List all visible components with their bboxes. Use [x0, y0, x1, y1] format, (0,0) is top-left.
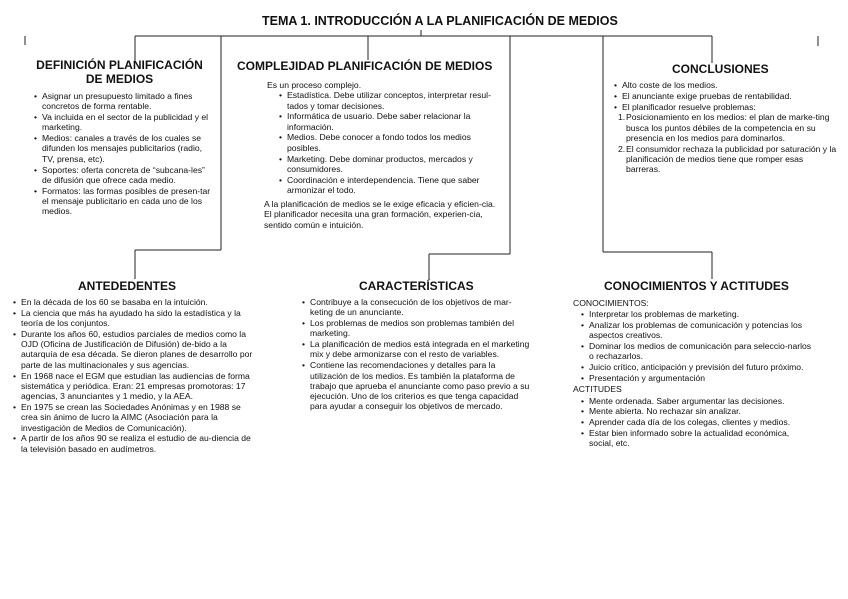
- complejidad-body: [267, 80, 503, 196]
- item-text: Posicionamiento en los medios: el plan de marke-ting busca los puntos débiles de la competencia en su presencia en los medios para dominarlos.: [626, 112, 830, 143]
- actitudes-list: [573, 396, 813, 449]
- complejidad-closing: A la planificación de medios se le exige eficacia y eficien-cia. El planificador necesita una gran formación, experien-cia, sentido común e intuición.: [264, 199, 496, 230]
- conclusiones-heading: CONCLUSIONES: [672, 62, 769, 76]
- list-item: • El planificador resuelve problemas:: [614, 102, 838, 112]
- complejidad-intro: Es un proceso complejo.: [267, 80, 362, 90]
- page-title: TEMA 1. INTRODUCCIÓN A LA PLANIFICACIÓN DE MEDIOS: [262, 14, 618, 28]
- definicion-heading-line2: DE MEDIOS: [85, 72, 154, 86]
- numbered-item: [618, 144, 838, 175]
- item-number: 2.: [618, 143, 626, 154]
- list-item: • Estar bien informado sobre la actualidad económica, social, etc.: [581, 428, 813, 449]
- list-item: • Va incluida en el sector de la publicidad y el marketing.: [34, 112, 214, 133]
- caracteristicas-list: [302, 297, 534, 412]
- list-item: • Marketing. Debe dominar productos, mercados y consumidores.: [279, 154, 503, 175]
- list-item: • Formatos: las formas posibles de presen-tar el mensaje publicitario en cada uno de los medios.: [34, 186, 214, 217]
- antecedentes-heading: ANTEDEDENTES: [78, 279, 177, 293]
- list-item: • Interpretar los problemas de marketing.: [581, 309, 813, 319]
- list-item: • El anunciante exige pruebas de rentabilidad.: [614, 91, 838, 101]
- conocimientos-label: CONOCIMIENTOS:: [573, 298, 649, 308]
- caracteristicas-heading: CARACTERÍSTICAS: [359, 279, 474, 293]
- list-item: • Mente ordenada. Saber argumentar las decisiones.: [581, 396, 813, 406]
- list-item: • Soportes: oferta concreta de “subcana-les” de difusión que ofrece cada medio.: [34, 165, 214, 186]
- antecedentes-body: [13, 297, 255, 454]
- actitudes-label: ACTITUDES: [573, 384, 622, 395]
- conclusiones-numbered: [614, 112, 838, 174]
- antecedentes-list: [13, 297, 255, 454]
- list-item: • Dominar los medios de comunicación para seleccio-narlos o rechazarlos.: [581, 341, 813, 362]
- caracteristicas-body: [302, 297, 534, 412]
- list-item: • Los problemas de medios son problemas también del marketing.: [302, 318, 534, 339]
- list-item: • Presentación y argumentación: [581, 373, 813, 383]
- list-item: • En 1968 nace el EGM que estudian las audiencias de forma sistemática y periódica. Eran: 21 empresas promotoras: 17 agencias, 3 anunciantes y 1 medio, y la AEA.: [13, 371, 255, 402]
- list-item: • Juicio crítico, anticipación y previsión del futuro próximo.: [581, 362, 813, 372]
- definicion-list: [34, 91, 214, 217]
- definicion-heading-line1: DEFINICIÓN PLANIFICACIÓN: [36, 58, 203, 72]
- list-item: • Medios. Debe conocer a fondo todos los medios posibles.: [279, 132, 503, 153]
- list-item: • La ciencia que más ha ayudado ha sido la estadística y la teoría de los conjuntos.: [13, 308, 255, 329]
- item-number: 1.: [618, 112, 626, 123]
- list-item: • Alto coste de los medios.: [614, 80, 838, 90]
- list-item: • Asignar un presupuesto limitado a fines concretos de forma rentable.: [34, 91, 214, 112]
- complejidad-list: [267, 90, 503, 195]
- conclusiones-body: [614, 80, 838, 175]
- list-item: • En 1975 se crean las Sociedades Anónimas y en 1988 se crea sin ánimo de lucro la AIMC (Asociación para la investigación de Medios de Comunicación).: [13, 402, 255, 433]
- complejidad-heading: COMPLEJIDAD PLANIFICACIÓN DE MEDIOS: [237, 59, 493, 73]
- list-item: • Analizar los problemas de comunicación y potencias los aspectos creativos.: [581, 320, 813, 341]
- list-item: • Informática de usuario. Debe saber relacionar la información.: [279, 111, 503, 132]
- definicion-list-wrap: [34, 91, 214, 217]
- conocimientos-heading: CONOCIMIENTOS Y ACTITUDES: [604, 279, 789, 293]
- list-item: • Estadística. Debe utilizar conceptos, interpretar resul-tados y tomar decisiones.: [279, 90, 503, 111]
- list-item: • Medios: canales a través de los cuales se difunden los mensajes publicitarios (radio, TV, prensa, etc).: [34, 133, 214, 164]
- list-item: • Mente abierta. No rechazar sin analizar.: [581, 406, 813, 416]
- definicion-box: [12, 58, 227, 86]
- list-item: • Contribuye a la consecución de los objetivos de mar-keting de un anunciante.: [302, 297, 534, 318]
- list-item: • Durante los años 60, estudios parciales de medios como la OJD (Oficina de Justificación de Difusión) de-bido a la autarquía de esa década. Se dieron planes de desarrollo por parte de las multinacionales y sus agencias.: [13, 329, 255, 370]
- numbered-item: [618, 112, 838, 143]
- list-item: • Contiene las recomendaciones y detalles para la utilización de los medios. Es también la plataforma de trabajo que aprueba el anunciante como paso previo a su ejecución. Uno de los criterios es que tenga capacidad para ayudar a conseguir los objetivos de mercado.: [302, 360, 534, 411]
- item-text: El consumidor rechaza la publicidad por saturación y la planificación de medios tiene que romper esas barreras.: [626, 143, 837, 175]
- list-item: • Coordinación e interdependencia. Tiene que saber armonizar el todo.: [279, 175, 503, 196]
- conocimientos-list: [573, 309, 813, 383]
- conocimientos-body: [573, 297, 813, 449]
- definicion-heading: [12, 58, 227, 86]
- conclusiones-list: [614, 80, 838, 112]
- list-item: • Aprender cada día de los colegas, clientes y medios.: [581, 417, 813, 427]
- list-item: • En la década de los 60 se basaba en la intuición.: [13, 297, 255, 307]
- list-item: • La planificación de medios está integrada en el marketing mix y debe armonizarse con el resto de variables.: [302, 339, 534, 360]
- list-item: • A partir de los años 90 se realiza el estudio de au-diencia de la televisión basado en audímetros.: [13, 433, 255, 454]
